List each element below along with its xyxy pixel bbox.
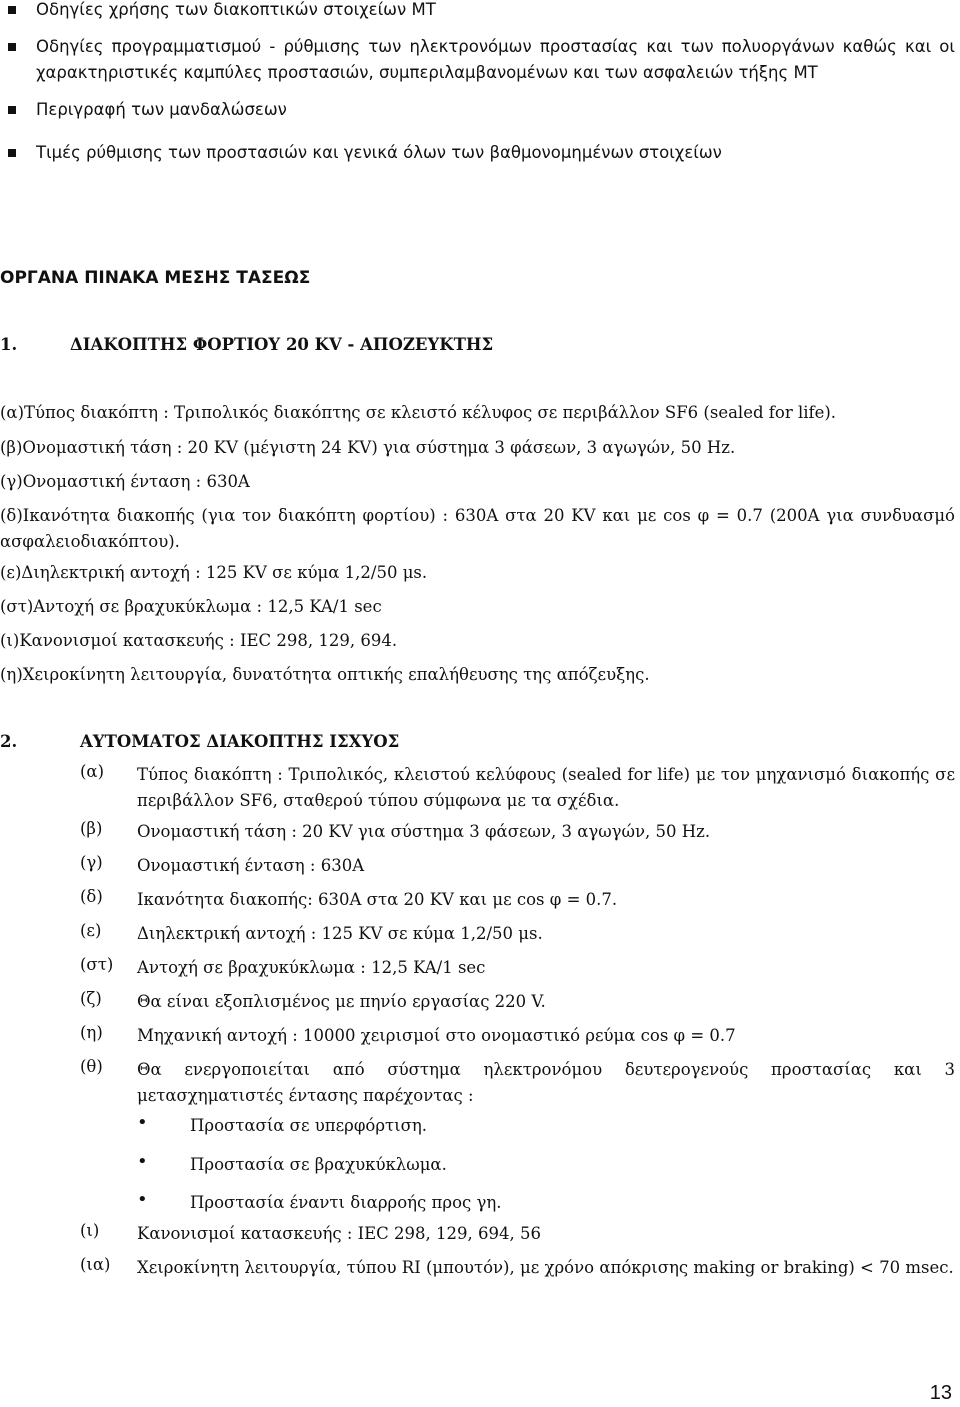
item-label: (ε) <box>80 921 102 940</box>
s1-line-e: (ε)Διηλεκτρική αντοχή : 125 KV σε κύμα 1,2/50 μs. <box>0 563 428 582</box>
item-text: Αντοχή σε βραχυκύκλωμα : 12,5 KA/1 sec <box>137 958 486 977</box>
item-label: (γ) <box>80 853 103 872</box>
bullet-dot-icon: • <box>137 1189 148 1210</box>
protection-item: Προστασία σε υπερφόρτιση. <box>190 1116 428 1135</box>
item-label: (α) <box>80 762 105 781</box>
item-label: (η) <box>80 1023 103 1042</box>
s1-line-a: (α)Τύπος διακόπτη : Τριπολικός διακόπτης σε κλειστό κέλυφος σε περιβάλλον SF6 (sealed for life). <box>0 403 837 422</box>
item-label: (β) <box>80 819 103 838</box>
item-label: (στ) <box>80 955 114 974</box>
list-item-text: Οδηγίες προγραμματισμού - ρύθμισης των ηλεκτρονόμων προστασίας και των πολυοργάνων καθώς και οι χαρακτηριστικές καμπύλες προστασιών, συμπεριλαμβανομένων και των ασφαλειών τήξης ΜΤ <box>36 37 955 82</box>
item-text: Ονομαστική τάση : 20 KV για σύστημα 3 φάσεων, 3 αγωγών, 50 Hz. <box>137 822 711 841</box>
list-item-text: Τιμές ρύθμισης των προστασιών και γενικά όλων των βαθμονομημένων στοιχείων <box>36 143 722 162</box>
item-text: Ονομαστική ένταση : 630Α <box>137 856 365 875</box>
page-number: 13 <box>929 1382 952 1404</box>
item-text: Χειροκίνητη λειτουργία, τύπου RI (μπουτόν), με χρόνο απόκρισης making or braking) < 70 msec. <box>137 1258 954 1277</box>
square-bullet-icon <box>8 43 16 51</box>
item-label: (δ) <box>80 887 103 906</box>
section-2-number: 2. <box>0 732 18 751</box>
item-text: Θα είναι εξοπλισμένος με πηνίο εργασίας 220 V. <box>137 992 546 1011</box>
item-text: Διηλεκτρική αντοχή : 125 KV σε κύμα 1,2/50 μs. <box>137 924 543 943</box>
s1-line-f: (στ)Αντοχή σε βραχυκύκλωμα : 12,5 KA/1 sec <box>0 597 382 616</box>
item-text: Τύπος διακόπτη : Τριπολικός, κλειστού κελύφους (sealed for life) με τον μηχανισμό διακοπής σε περιβάλλον SF6, σταθερού τύπου σύμφωνα με τα σχέδια. <box>137 765 955 810</box>
protection-item: Προστασία σε βραχυκύκλωμα. <box>190 1155 447 1174</box>
square-bullet-icon <box>8 6 16 14</box>
s1-line-d: (δ)Ικανότητα διακοπής (για τον διακόπτη φορτίου) : 630Α στα 20 KV και με cos φ = 0.7 (200Α για συνδυασμό ασφαλειοδιακόπτου). <box>0 506 955 551</box>
list-item-text: Περιγραφή των μανδαλώσεων <box>36 100 287 119</box>
item-label: (ι) <box>80 1221 100 1240</box>
list-item-text: Οδηγίες χρήσης των διακοπτικών στοιχείων ΜΤ <box>36 0 436 19</box>
item-label: (θ) <box>80 1057 103 1076</box>
protection-item: Προστασία έναντι διαρροής προς γη. <box>190 1193 502 1212</box>
bullet-dot-icon: • <box>137 1112 148 1133</box>
section-1-number: 1. <box>0 335 18 354</box>
s1-line-g: (ι)Κανονισμοί κατασκευής : IEC 298, 129, 694. <box>0 631 398 650</box>
s1-line-h: (η)Χειροκίνητη λειτουργία, δυνατότητα οπτικής επαλήθευσης της απόζευξης. <box>0 665 650 684</box>
item-text: Θα ενεργοποιείται από σύστημα ηλεκτρονόμου δευτερογενούς προστασίας και 3 μετασχηματιστές έντασης παρέχοντας : <box>137 1060 955 1105</box>
item-label: (ια) <box>80 1255 111 1274</box>
s1-line-b: (β)Ονομαστική τάση : 20 KV (μέγιστη 24 KV) για σύστημα 3 φάσεων, 3 αγωγών, 50 Hz. <box>0 438 736 457</box>
square-bullet-icon <box>8 149 16 157</box>
square-bullet-icon <box>8 106 16 114</box>
s1-line-c: (γ)Ονομαστική ένταση : 630Α <box>0 472 250 491</box>
item-label: (ζ) <box>80 989 102 1008</box>
section-2-title <box>0 729 955 755</box>
item-text: Κανονισμοί κατασκευής : IEC 298, 129, 694, 56 <box>137 1224 542 1243</box>
section-1-title <box>0 332 955 358</box>
section-1-heading: ΔΙΑΚΟΠΤΗΣ ΦΟΡΤΙΟΥ 20 KV - ΑΠΟΖΕΥΚΤΗΣ <box>70 335 494 354</box>
item-text: Μηχανική αντοχή : 10000 χειρισμοί στο ονομαστικό ρεύμα cos φ = 0.7 <box>137 1026 736 1045</box>
bullet-dot-icon: • <box>137 1151 148 1172</box>
item-text: Ικανότητα διακοπής: 630Α στα 20 KV και με cos φ = 0.7. <box>137 890 618 909</box>
section-2-heading: ΑΥΤΟΜΑΤΟΣ ΔΙΑΚΟΠΤΗΣ ΙΣΧΥΟΣ <box>80 732 400 751</box>
section-heading: ΟΡΓΑΝΑ ΠΙΝΑΚΑ ΜΕΣΗΣ ΤΑΣΕΩΣ <box>0 268 311 288</box>
